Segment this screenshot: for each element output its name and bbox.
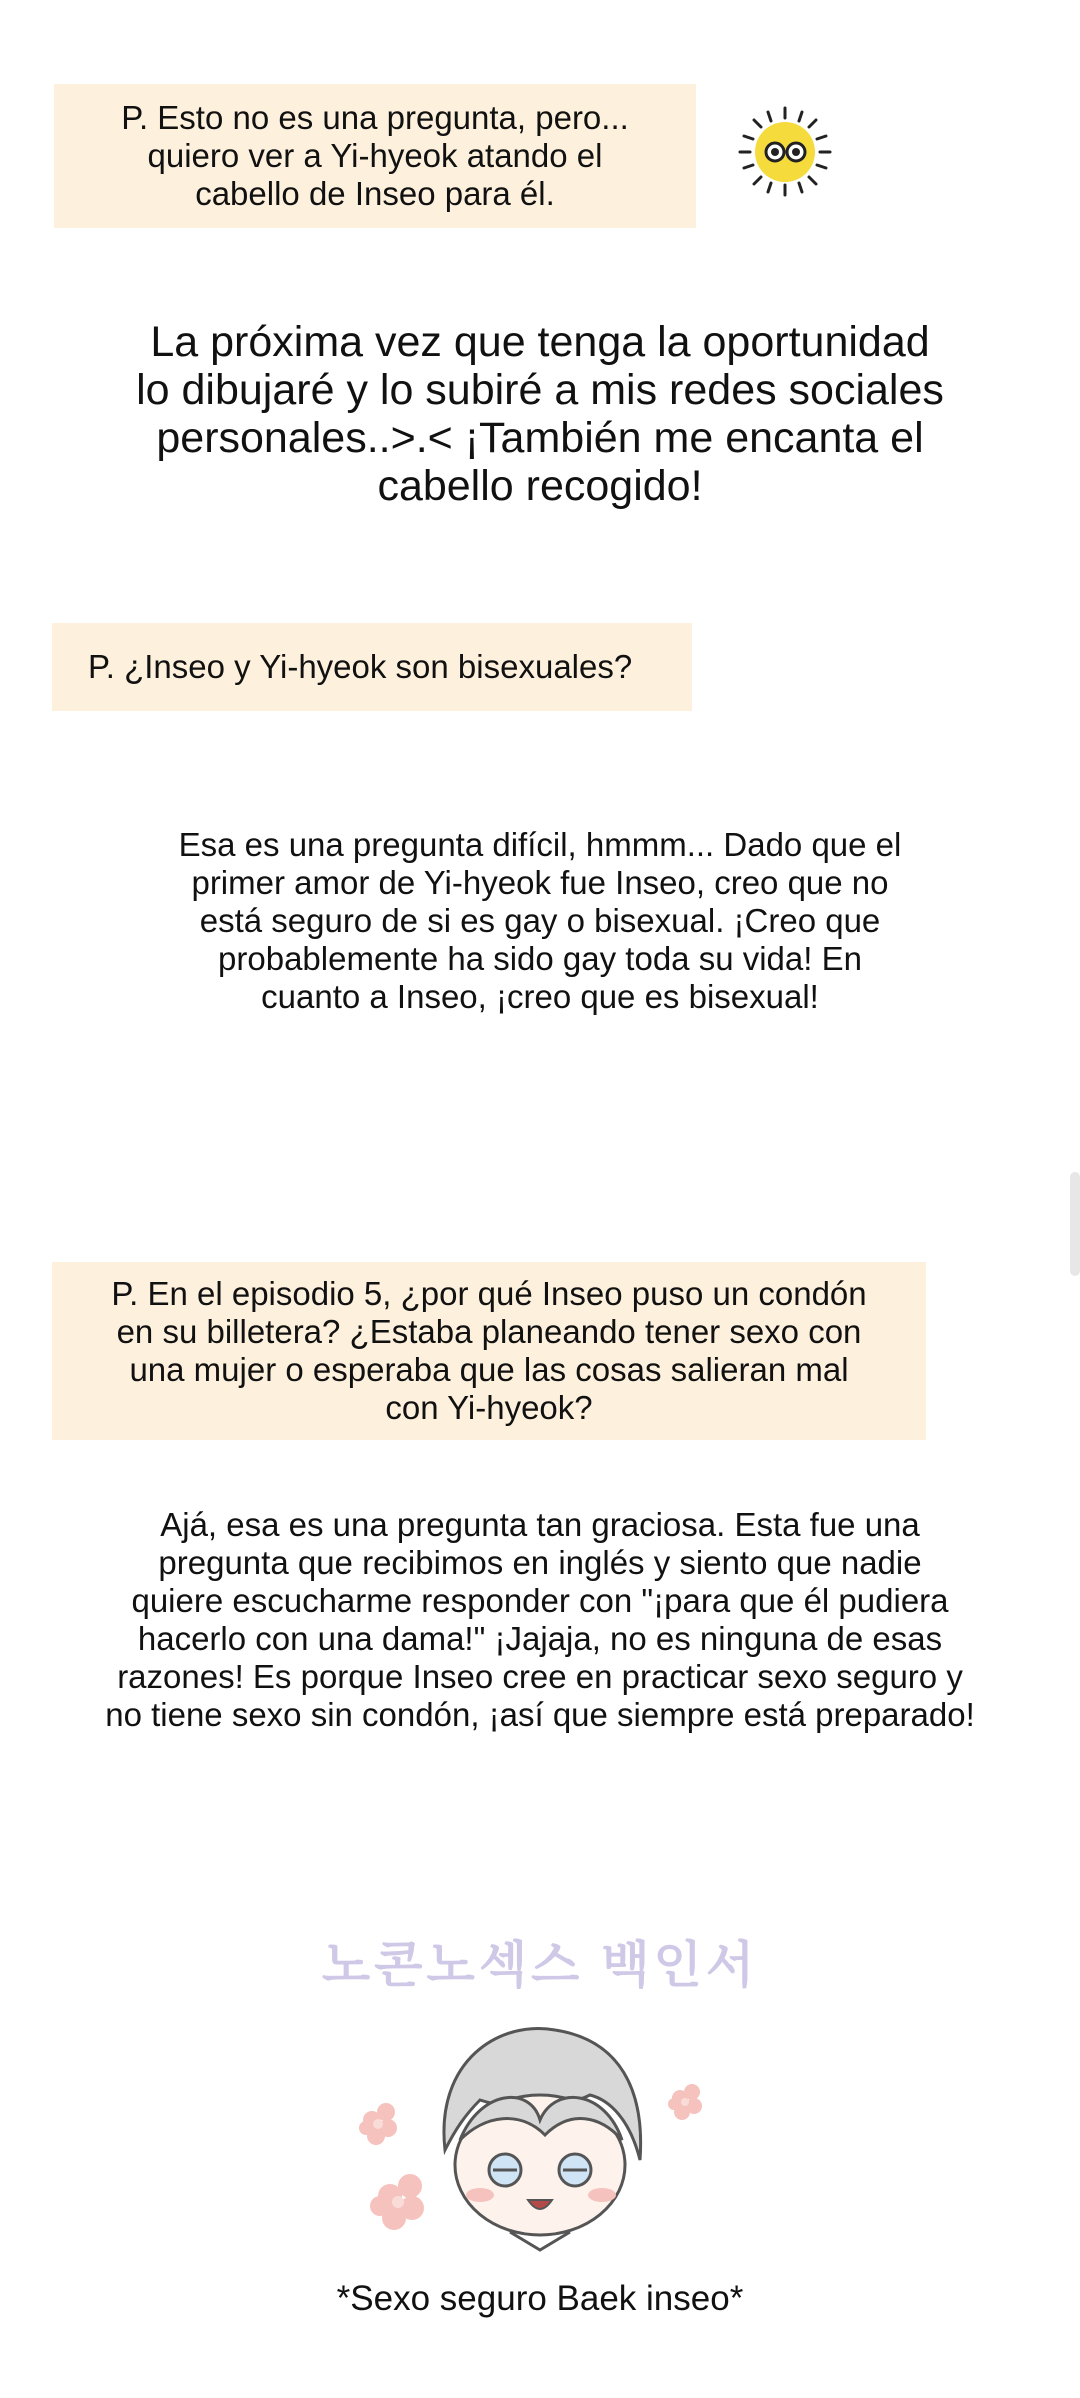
question-text-2: P. ¿Inseo y Yi-hyeok son bisexuales? — [88, 648, 633, 685]
question-box-1 — [54, 84, 696, 228]
sun-mascot-icon — [730, 104, 840, 199]
flower-bottom-icon — [370, 2174, 424, 2230]
answer-text-1: La próxima vez que tenga la oportunidad lo dibujaré y lo subiré a mis redes sociales personales..>.< ¡También me encanta el cabello recogido! — [136, 318, 944, 510]
illustration-caption: *Sexo seguro Baek inseo* — [336, 2279, 744, 2318]
question-box-3 — [52, 1262, 926, 1440]
chibi-illustration — [270, 1930, 810, 2260]
question-text-1: P. Esto no es una pregunta, pero... quiero ver a Yi-hyeok atando el cabello de Inseo para él. — [121, 99, 629, 212]
question-box-2 — [52, 623, 692, 711]
answer-text-2: Esa es una pregunta difícil, hmmm... Dado que el primer amor de Yi-hyeok fue Inseo, creo que no está seguro de si es gay o bisexual. ¡Creo que probablemente ha sido gay toda su vida! En cuanto a Inseo, ¡creo que es bisexual! — [178, 826, 902, 1015]
chibi-character-drawing — [340, 2000, 740, 2260]
question-text-3: P. En el episodio 5, ¿por qué Inseo puso un condón en su billetera? ¿Estaba planeando tener sexo con una mujer o esperaba que las cosas salieran mal con Yi-hyeok? — [111, 1275, 867, 1426]
answer-text-3: Ajá, esa es una pregunta tan graciosa. Esta fue una pregunta que recibimos en inglés y siento que nadie quiere escucharme responder con "¡para que él pudiera hacerlo con una dama!" ¡Jajaja, no es ninguna de esas razones! Es porque Inseo cree en practicar sexo seguro y no tiene sexo sin condón, ¡así que siempre está preparado! — [105, 1506, 975, 1733]
scrollbar-thumb[interactable] — [1070, 1172, 1080, 1276]
flower-left-icon — [359, 2103, 397, 2145]
flower-right-icon — [668, 2084, 702, 2120]
korean-title-text: 노콘노섹스 백인서 — [321, 1937, 759, 1993]
